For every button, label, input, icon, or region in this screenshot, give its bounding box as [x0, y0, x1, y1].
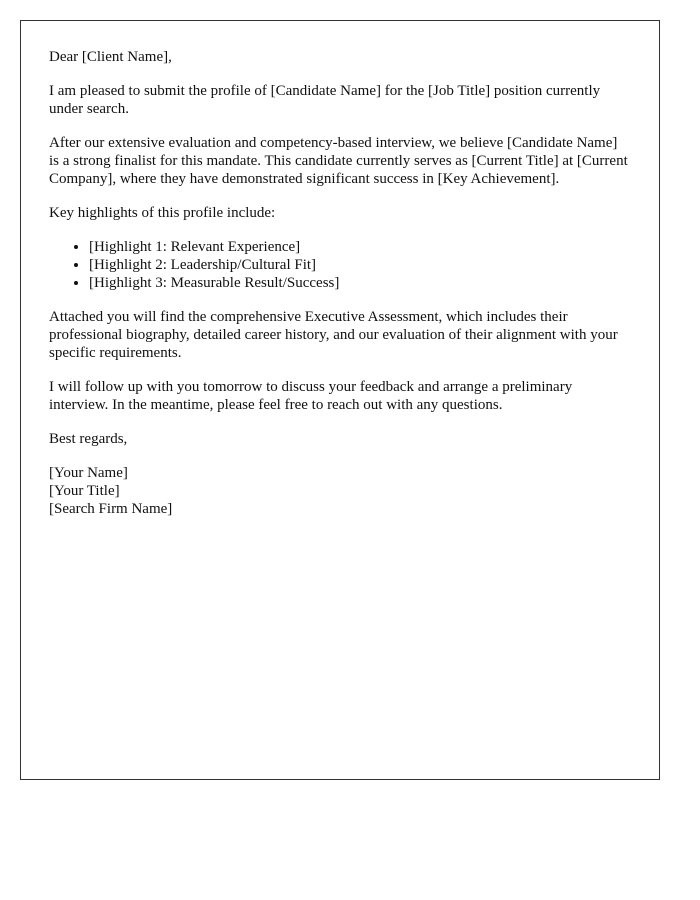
highlights-intro: Key highlights of this profile include: [49, 205, 276, 221]
highlights-list [49, 238, 631, 292]
intro-paragraph: I am pleased to submit the profile of [Candidate Name] for the [Job Title] position currently under search. [49, 83, 601, 117]
attachment-paragraph: Attached you will find the comprehensive Executive Assessment, which includes their professional biography, detailed career history, and our evaluation of their alignment with your specific requirements. [49, 309, 618, 361]
evaluation-paragraph: After our extensive evaluation and competency-based interview, we believe [Candidate Name] is a strong finalist for this mandate. This candidate currently serves as [Current Title] at [Current Company], where they have demonstrated significant success in [Key Achievement]. [49, 135, 628, 187]
signature-block [49, 464, 631, 518]
signature-name: [Your Name] [49, 465, 128, 481]
followup-paragraph: I will follow up with you tomorrow to discuss your feedback and arrange a preliminary interview. In the meantime, please feel free to reach out with any questions. [49, 379, 573, 413]
signature-firm: [Search Firm Name] [49, 501, 173, 517]
highlight-item: • [Highlight 3: Measurable Result/Success] [89, 274, 631, 292]
signature-title: [Your Title] [49, 483, 120, 499]
closing: Best regards, [49, 431, 128, 447]
highlight-item: • [Highlight 2: Leadership/Cultural Fit] [89, 256, 631, 274]
highlight-item: • [Highlight 1: Relevant Experience] [89, 238, 631, 256]
letter-document [20, 20, 660, 780]
salutation: Dear [Client Name], [49, 49, 172, 65]
